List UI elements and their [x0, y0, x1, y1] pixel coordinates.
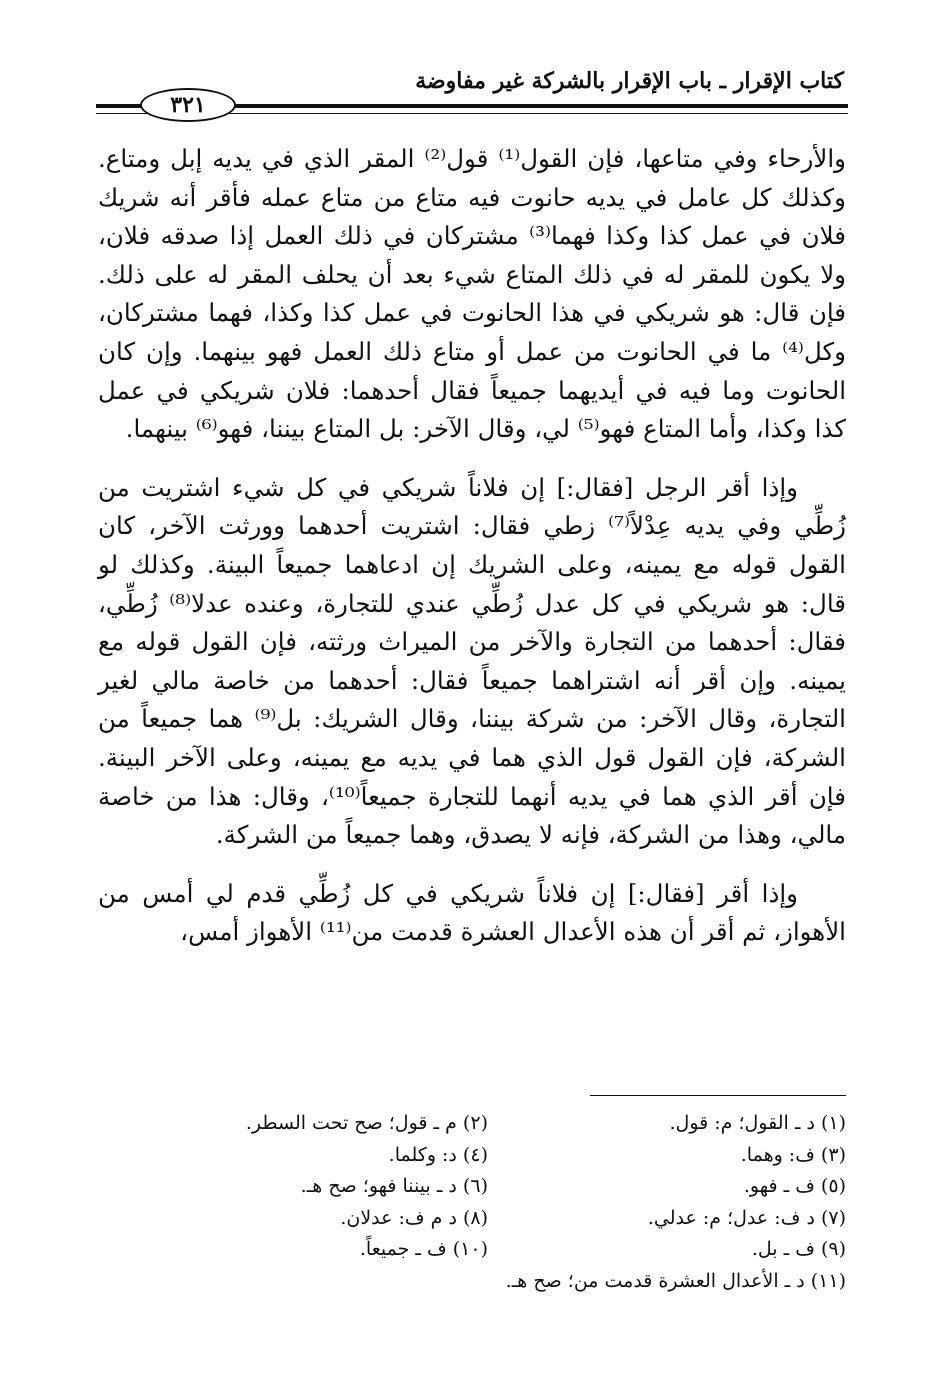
- footnote: (٨) د م ف: عدلان.: [340, 1206, 488, 1229]
- footnotes: [150, 1108, 846, 1297]
- footnote: (٤) د: وكلما.: [388, 1143, 488, 1166]
- footnote: (١١) د ـ الأعدال العشرة قدمت من؛ صح هـ.: [505, 1269, 846, 1292]
- body-text: [98, 140, 846, 952]
- paragraph: وإذا أقر [فقال:] إن فلاناً شريكي في كل زُطِّي قدم لي أمس من الأهواز، ثم أقر أن هذه الأعدال العشرة قدمت من⁽¹¹⁾ الأهواز أمس،: [98, 878, 846, 947]
- footnote: (٥) ف ـ فهو.: [743, 1175, 846, 1197]
- footnote: (١٠) ف ـ جميعاً.: [359, 1238, 488, 1260]
- footnote: (٣) ف: وهما.: [740, 1143, 846, 1166]
- footnote: (٩) ف ـ بل.: [751, 1238, 846, 1260]
- footnote: (٢) م ـ قول؛ صح تحت السطر.: [245, 1112, 488, 1134]
- page-number: [140, 88, 236, 122]
- page-number-text: ٣٢١: [170, 92, 206, 118]
- running-head: كتاب الإقرار ـ باب الإقرار بالشركة غير مفاوضة: [415, 68, 844, 94]
- footnote: (٦) د ـ بيننا فهو؛ صح هـ.: [300, 1175, 488, 1197]
- footnote: (٧) د ف: عدل؛ م: عدلي.: [647, 1206, 846, 1229]
- footnote-separator: [590, 1095, 846, 1096]
- paragraph: والأرحاء وفي متاعها، فإن القول⁽¹⁾ قول⁽²⁾ المقر الذي في يديه إبل ومتاع. وكذلك كل عامل في يديه حانوت فيه متاع من متاع عمله فأقر أنه شريك فلان في عمل كذا وكذا فهما⁽³⁾ مشتركان في ذلك العمل إذا صدقه فلان، ولا يكون للمقر له في ذلك المتاع شيء بعد أن يحلف المقر له على ذلك. فإن قال: هو شريكي في هذا الحانوت في عمل كذا وكذا، فهما مشتركان، وكل⁽⁴⁾ ما في الحانوت من عمل أو متاع ذلك العمل فهو بينهما. وإن كان الحانوت وما فيه في أيديهما جميعاً فقال أحدهما: فلان شريكي في عمل كذا وكذا، وأما المتاع فهو⁽⁵⁾ لي، وقال الآخر: بل المتاع بيننا، فهو⁽⁶⁾ بينهما.: [98, 144, 847, 444]
- paragraph: وإذا أقر الرجل [فقال:] إن فلاناً شريكي في كل شيء اشتريت من زُطِّي وفي يديه عِدْلاً⁽⁷⁾ زطي فقال: اشتريت أحدهما وورثت الآخر، كان القول قوله مع يمينه، وعلى الشريك إن ادعاهما جميعاً البينة. وكذلك لو قال: هو شريكي في كل عدل زُطِّي عندي للتجارة، وعنده عدلا⁽⁸⁾ زُطِّي، فقال: أحدهما من التجارة والآخر من الميراث ورثته، فإن القول قوله مع يمينه. وإن أقر أنه اشتراهما جميعاً فقال: أحدهما من خاصة مالي لغير التجارة، وقال الآخر: من شركة بيننا، وقال الشريك: بل⁽⁹⁾ هما جميعاً من الشركة، فإن القول قول الذي هما في يديه مع يمينه، وعلى الآخر البينة. فإن أقر الذي هما في يديه أنهما للتجارة جميعاً⁽¹⁰⁾، وقال: هذا من خاصة مالي، وهذا من الشركة، فإنه لا يصدق، وهما جميعاً من الشركة.: [98, 472, 847, 850]
- footnote: (١) د ـ القول؛ م: قول.: [669, 1112, 846, 1134]
